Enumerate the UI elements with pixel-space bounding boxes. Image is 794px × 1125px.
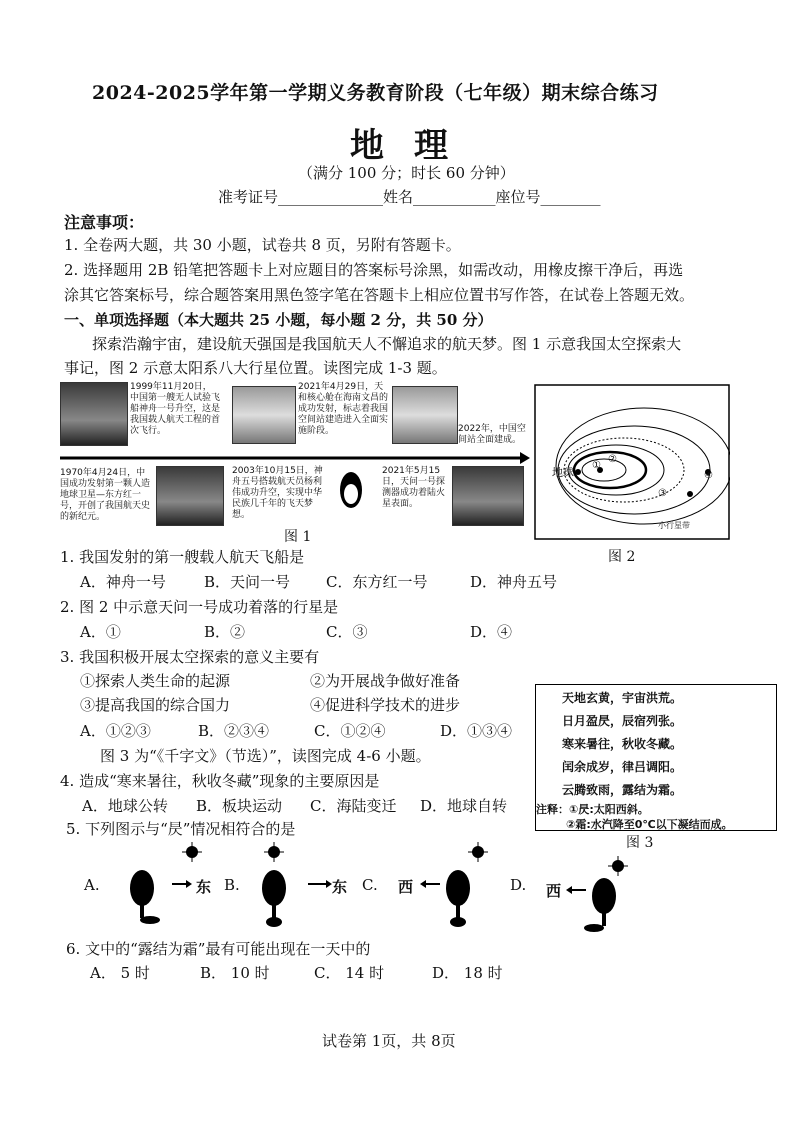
event-1970: 1970年4月24日，中国成功发射第一颗人造地球卫星—东方红一号，开创了我国航天史的新纪元。 bbox=[60, 468, 151, 522]
figure-2-caption: 图 2 bbox=[608, 549, 636, 565]
poem-note-2: ②霜:水汽降至0℃以下凝结而成。 bbox=[566, 818, 733, 831]
q4-option-a[interactable]: A．地球公转 bbox=[82, 797, 168, 815]
photo-dongfanghong bbox=[156, 466, 224, 526]
asteroid-belt-label: 小行星带 bbox=[658, 521, 690, 530]
q3-option-d[interactable]: D．①③④ bbox=[440, 722, 513, 740]
planet-marker-3: ③ bbox=[658, 488, 667, 499]
question-5: 5. 下列图示与“昃”情况相符合的是 bbox=[66, 820, 296, 838]
q6-option-a[interactable]: A． 5 时 bbox=[90, 964, 150, 982]
q3-item-4: ④促进科学技术的进步 bbox=[310, 696, 461, 714]
question-3: 3. 我国积极开展太空探索的意义主要有 bbox=[60, 648, 320, 666]
exam-meta: （满分 100 分；时长 60 分钟） bbox=[298, 164, 515, 182]
timeline-arrow bbox=[60, 452, 530, 464]
q5-c-west: 西 bbox=[398, 878, 414, 896]
photo-space-station bbox=[232, 386, 296, 444]
exam-title: 2024-2025学年第一学期义务教育阶段（七年级）期末综合练习 bbox=[92, 82, 659, 104]
q6-option-c[interactable]: C． 14 时 bbox=[314, 964, 385, 982]
q5-option-c[interactable]: C. bbox=[362, 876, 378, 894]
q1-option-b[interactable]: B．天问一号 bbox=[204, 573, 291, 591]
q3-option-a[interactable]: A．①②③ bbox=[80, 722, 151, 740]
poem-line-5: 云腾致雨，露结为霜。 bbox=[562, 783, 683, 797]
q5-option-a[interactable]: A. bbox=[84, 876, 100, 894]
subject-title: 地理 bbox=[350, 126, 478, 166]
figure-3-caption: 图 3 bbox=[626, 835, 654, 851]
poem-line-1: 天地玄黄，宇宙洪荒。 bbox=[562, 691, 683, 705]
notice-line-1: 1. 全卷两大题，共 30 小题，试卷共 8 页，另附有答题卡。 bbox=[64, 236, 461, 254]
q5-b-east: 东 bbox=[332, 878, 348, 896]
poem-line-3: 寒来暑往，秋收冬藏。 bbox=[562, 737, 683, 751]
event-2021-tianwen: 2021年5月15日，天问一号探测器成功着陆火星表面。 bbox=[382, 466, 446, 509]
planet-marker-4: ④ bbox=[704, 470, 713, 481]
satellite-icon bbox=[336, 468, 366, 512]
q3-item-2: ②为开展战争做好准备 bbox=[310, 672, 461, 690]
poem-line-4: 闰余成岁，律吕调阳。 bbox=[562, 760, 683, 774]
q3-option-c[interactable]: C．①②④ bbox=[314, 722, 386, 740]
q1-option-a[interactable]: A．神舟一号 bbox=[80, 573, 166, 591]
figure-2 bbox=[534, 384, 730, 540]
poem-line-2: 日月盈昃，辰宿列张。 bbox=[562, 714, 683, 728]
question-4: 4. 造成“寒来暑往，秋收冬藏”现象的主要原因是 bbox=[60, 772, 380, 790]
earth-label: 地球 bbox=[552, 466, 574, 479]
q2-option-d[interactable]: D．④ bbox=[470, 623, 513, 641]
poem-note-1: 注释：①昃:太阳西斜。 bbox=[536, 803, 649, 816]
figure-3-box bbox=[535, 684, 777, 831]
q1-option-c[interactable]: C．东方红一号 bbox=[326, 573, 428, 591]
planet-marker-1: ① bbox=[592, 460, 601, 471]
q2-option-c[interactable]: C．③ bbox=[326, 623, 368, 641]
notice-heading: 注意事项： bbox=[64, 213, 145, 232]
q2-option-a[interactable]: A．① bbox=[80, 623, 121, 641]
figure-1-caption: 图 1 bbox=[284, 529, 312, 545]
intro-4-6: 图 3 为“《千字文》（节选）”，读图完成 4-6 小题。 bbox=[100, 747, 431, 765]
event-2003: 2003年10月15日，神舟五号搭载航天员杨利伟成功升空，实现中华民族几千年的飞天梦想。 bbox=[232, 466, 323, 520]
intro-line-2: 事记，图 2 示意太阳系八大行星位置。读图完成 1-3 题。 bbox=[64, 359, 447, 377]
q5-d-west: 西 bbox=[546, 882, 562, 900]
event-2022: 2022年，中国空间站全面建成。 bbox=[458, 424, 526, 445]
notice-line-2a: 2. 选择题用 2B 铅笔把答题卡上对应题目的答案标号涂黑，如需改动，用橡皮擦干净后，再选 bbox=[64, 261, 684, 279]
question-2: 2. 图 2 中示意天问一号成功着落的行星是 bbox=[60, 598, 339, 616]
intro-line-1: 探索浩瀚宇宙，建设航天强国是我国航天人不懈追求的航天梦。图 1 示意我国太空探索大 bbox=[92, 335, 682, 353]
candidate-fields: 准考证号______________姓名___________座位号________ bbox=[218, 188, 601, 206]
q4-option-c[interactable]: C．海陆变迁 bbox=[310, 797, 397, 815]
q3-item-1: ①探索人类生命的起源 bbox=[80, 672, 231, 690]
page-footer: 试卷第 1页，共 8页 bbox=[322, 1032, 456, 1050]
notice-line-2b: 涂其它答案标号，综合题答案用黑色签字笔在答题卡上相应位置书写作答，在试卷上答题无效。 bbox=[64, 286, 695, 304]
photo-shenzhou1 bbox=[60, 382, 128, 446]
figure-1 bbox=[60, 380, 530, 545]
q4-option-b[interactable]: B．板块运动 bbox=[196, 797, 283, 815]
q2-option-b[interactable]: B．② bbox=[204, 623, 246, 641]
q5-figures bbox=[80, 840, 640, 936]
solar-system-diagram bbox=[534, 384, 730, 540]
q6-option-b[interactable]: B． 10 时 bbox=[200, 964, 270, 982]
photo-mars-landing bbox=[452, 466, 524, 526]
section-heading: 一、单项选择题（本大题共 25 小题，每小题 2 分，共 50 分） bbox=[64, 311, 493, 329]
photo-station-2022 bbox=[392, 386, 458, 444]
q5-option-d[interactable]: D. bbox=[510, 876, 527, 894]
q4-option-d[interactable]: D．地球自转 bbox=[420, 797, 508, 815]
planet-marker-2: ② bbox=[608, 454, 617, 465]
question-1: 1. 我国发射的第一艘载人航天飞船是 bbox=[60, 548, 305, 566]
event-2021-tianhe: 2021年4月29日，天和核心舱在海南文昌的成功发射，标志着我国空间站建造进入全面实施阶段。 bbox=[298, 382, 389, 436]
event-1999: 1999年11月20日，中国第一艘无人试验飞船神舟一号升空，这是我国载人航天工程的首次飞行。 bbox=[130, 382, 221, 436]
q3-option-b[interactable]: B．②③④ bbox=[198, 722, 270, 740]
q5-option-b[interactable]: B. bbox=[224, 876, 240, 894]
q6-option-d[interactable]: D． 18 时 bbox=[432, 964, 503, 982]
q3-item-3: ③提高我国的综合国力 bbox=[80, 696, 231, 714]
q5-d-sun-tree bbox=[564, 840, 644, 936]
q5-a-east: 东 bbox=[196, 878, 212, 896]
q1-option-d[interactable]: D．神舟五号 bbox=[470, 573, 558, 591]
question-6: 6. 文中的“露结为霜”最有可能出现在一天中的 bbox=[66, 940, 371, 958]
q5-a-sun-tree bbox=[120, 840, 230, 936]
